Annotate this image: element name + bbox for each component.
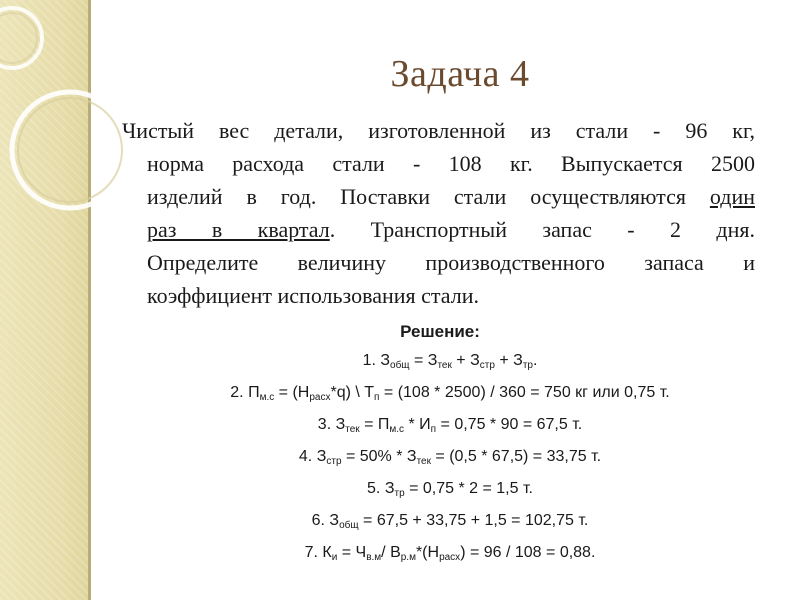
subscript: тр [394, 488, 405, 499]
problem-text-underlined: один [709, 184, 755, 209]
subscript: стр [479, 360, 495, 371]
problem-text-underlined: раз в квартал [147, 217, 330, 242]
subscript: п [430, 424, 437, 435]
solution-step [100, 544, 800, 563]
solution-text: = (0,5 * 67,5) = 33,75 т. [430, 448, 602, 465]
solution-text: = 67,5 + 33,75 + 1,5 = 102,75 т. [358, 512, 589, 529]
subscript: м.с [389, 424, 405, 435]
subscript: и [331, 552, 338, 563]
solution-text: = 50% * З [341, 448, 417, 465]
subscript: стр [326, 456, 342, 467]
subscript: тек [437, 360, 452, 371]
solution-text: 7. К [304, 544, 332, 561]
problem-line [122, 246, 755, 279]
problem-statement [122, 114, 755, 312]
solution-step [100, 448, 800, 467]
problem-text: коэффициент использования стали. [147, 283, 479, 308]
solution-heading: Решение: [400, 322, 480, 341]
solution-text: 6. З [311, 512, 340, 529]
subscript: общ [390, 360, 410, 371]
solution-text: = 0,75 * 90 = 67,5 т. [436, 416, 583, 433]
problem-line [122, 114, 755, 147]
solution-text: + З [494, 352, 523, 369]
subscript: в.м [366, 552, 382, 563]
solution-step [100, 352, 800, 371]
problem-line [122, 213, 755, 246]
solution-text: *q) \ Т [330, 384, 375, 401]
solution-text: . [532, 352, 538, 369]
subscript: общ [339, 520, 359, 531]
solution-text: 4. З [298, 448, 327, 465]
solution-step [100, 416, 800, 435]
problem-line [122, 279, 755, 312]
solution-text: * И [404, 416, 431, 433]
solution-text: + З [451, 352, 480, 369]
problem-line [122, 180, 755, 213]
solution-step [100, 480, 800, 499]
problem-line [122, 147, 755, 180]
subscript: тр [522, 360, 533, 371]
solution-step [100, 384, 800, 403]
solution-text: 3. З [317, 416, 346, 433]
subscript: р.м [400, 552, 416, 563]
solution-text: *(Н [415, 544, 440, 561]
subscript: м.с [259, 392, 275, 403]
solution-text: = П [359, 416, 390, 433]
solution-text: = (Н [274, 384, 310, 401]
subscript: тек [416, 456, 431, 467]
problem-text: Определите величину производственного запаса и [147, 250, 755, 275]
problem-text: . Транспортный запас - 2 дня. [329, 217, 755, 242]
solution-step [100, 512, 800, 531]
solution-text: 5. З [367, 480, 395, 497]
problem-text: Чистый вес детали, изготовленной из стали - 96 кг, [122, 118, 755, 143]
subscript: расх [439, 552, 461, 563]
solution-text: / В [381, 544, 401, 561]
solution-text: 1. З [362, 352, 391, 369]
problem-text: изделий в год. Поставки стали осуществляются [147, 184, 710, 209]
solution-text: ) = 96 / 108 = 0,88. [460, 544, 596, 561]
solution-text: 2. П [230, 384, 260, 401]
solution-text: = 0,75 * 2 = 1,5 т. [404, 480, 533, 497]
slide-title: Задача 4 [390, 53, 530, 95]
subscript: п [374, 392, 380, 403]
subscript: расх [309, 392, 331, 403]
solution-text: = (108 * 2500) / 360 = 750 кг или 0,75 т. [379, 384, 670, 401]
solution-text: = Ч [337, 544, 367, 561]
solution-text: = З [409, 352, 438, 369]
subscript: тек [345, 424, 360, 435]
problem-text: норма расхода стали - 108 кг. Выпускается 2500 [147, 151, 755, 176]
